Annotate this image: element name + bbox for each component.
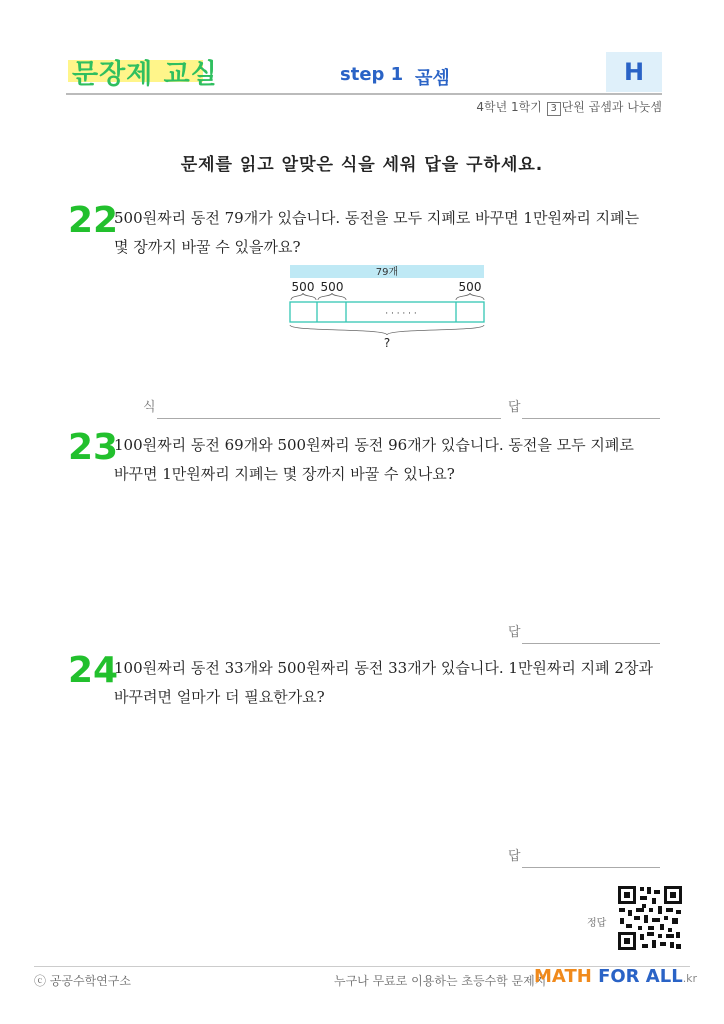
brand-math: MATH bbox=[534, 966, 592, 987]
question-number-23: 23 bbox=[68, 427, 119, 468]
count-label: 79개 bbox=[375, 267, 399, 278]
level-badge: H bbox=[606, 52, 662, 92]
question-line: 100원짜리 동전 69개와 500원짜리 동전 96개가 있습니다. 동전을 모두 지폐로 bbox=[114, 436, 634, 454]
page-title: 문장제 교실 bbox=[72, 59, 218, 90]
question-text-22 bbox=[114, 204, 662, 262]
formula-label: 식 bbox=[143, 400, 156, 415]
copyright: ⓒ 공공수학연구소 bbox=[34, 974, 131, 988]
brace-bottom bbox=[290, 325, 484, 335]
step-topic: 곱셈 bbox=[415, 68, 450, 89]
question-line: 100원짜리 동전 33개와 500원짜리 동전 33개가 있습니다. 1만원짜리 지폐 2장과 bbox=[114, 659, 653, 677]
answer-label: 답 bbox=[508, 849, 521, 864]
header-divider bbox=[66, 93, 662, 95]
question-number-24: 24 bbox=[68, 650, 119, 691]
step-label: step 1 bbox=[340, 64, 404, 85]
brand-forall: FOR ALL bbox=[598, 966, 683, 987]
question-line: 500원짜리 동전 79개가 있습니다. 동전을 모두 지폐로 바꾸면 1만원짜리 지폐는 bbox=[114, 209, 640, 227]
question-text-23 bbox=[114, 431, 662, 489]
answer-key-label: 정답 bbox=[587, 918, 607, 929]
answer-line[interactable] bbox=[522, 643, 660, 644]
question-text-24 bbox=[114, 654, 662, 712]
answer-line[interactable] bbox=[522, 867, 660, 868]
question-line: 몇 장까지 바꿀 수 있을까요? bbox=[114, 238, 301, 256]
brand-kr: .kr bbox=[682, 972, 698, 985]
question-number-22: 22 bbox=[68, 200, 119, 241]
brace-top bbox=[291, 293, 316, 300]
value-label: 500 bbox=[458, 280, 482, 294]
answer-line[interactable] bbox=[522, 418, 660, 419]
answer-label: 답 bbox=[508, 400, 521, 415]
ellipsis: · · · · · · bbox=[385, 309, 417, 319]
question-line: 바꾸면 1만원짜리 지폐는 몇 장까지 바꿀 수 있나요? bbox=[114, 465, 455, 483]
unit-suffix: 단원 곱셈과 나눗셈 bbox=[561, 100, 662, 114]
brace-top bbox=[456, 293, 484, 300]
brand-logo[interactable] bbox=[534, 966, 697, 987]
brace-top bbox=[318, 293, 346, 300]
qr-code-icon[interactable] bbox=[616, 884, 684, 952]
formula-line[interactable] bbox=[157, 418, 501, 419]
footer-tagline: 누구나 무료로 이용하는 초등수학 문제지 bbox=[334, 974, 547, 988]
answer-label: 답 bbox=[508, 625, 521, 640]
coin-diagram bbox=[280, 262, 500, 352]
unit-info bbox=[476, 98, 662, 116]
instruction: 문제를 읽고 알맞은 식을 세워 답을 구하세요. bbox=[180, 155, 544, 175]
question-line: 바꾸려면 얼마가 더 필요한가요? bbox=[114, 688, 325, 706]
unknown-label: ? bbox=[383, 336, 391, 350]
value-label: 500 bbox=[291, 280, 315, 294]
unit-number: 3 bbox=[547, 102, 561, 116]
value-label: 500 bbox=[320, 280, 344, 294]
unit-prefix: 4학년 1학기 bbox=[476, 100, 542, 114]
